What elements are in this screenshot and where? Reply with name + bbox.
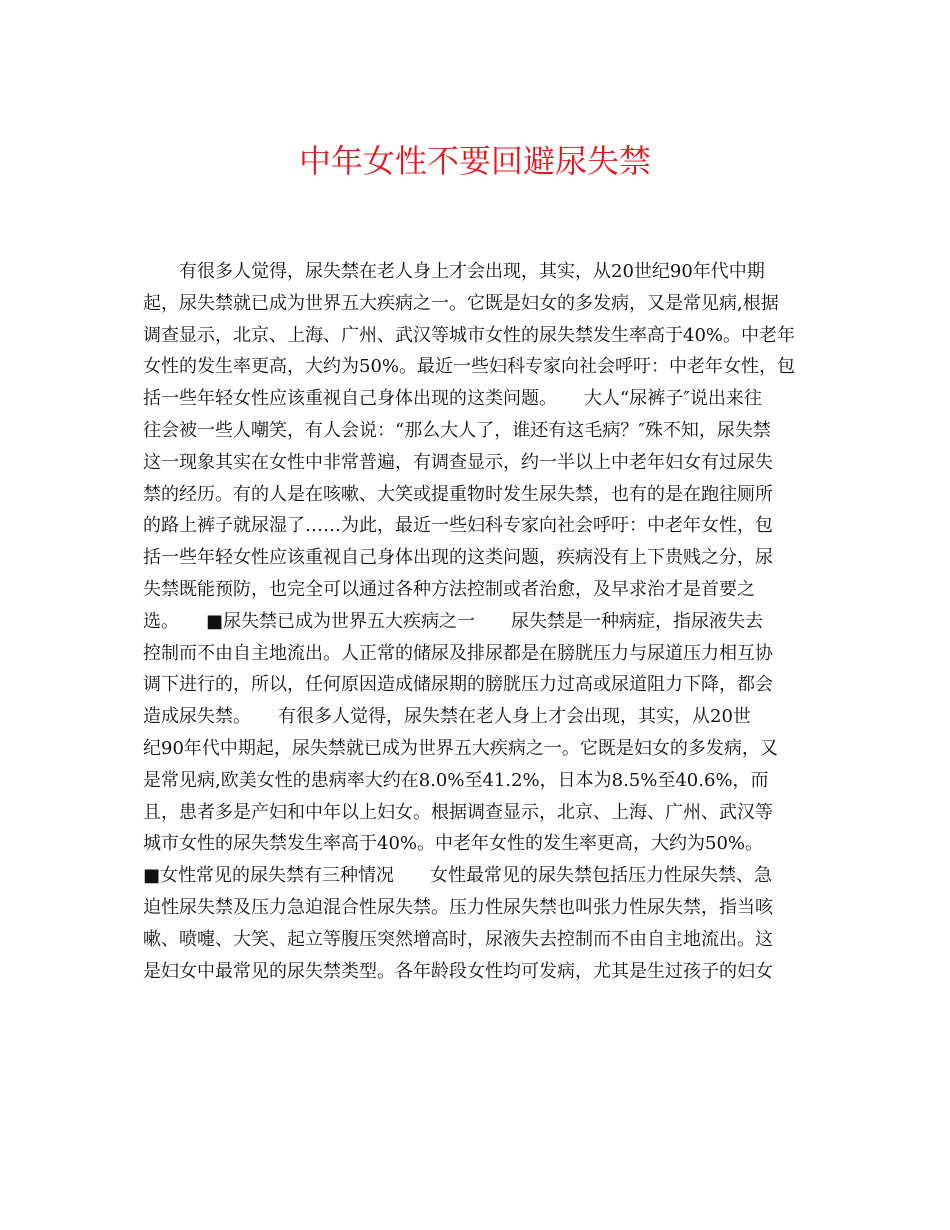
body-line: ■女性常见的尿失禁有三种情况 女性最常见的尿失禁包括压力性尿失禁、急 [143, 865, 773, 887]
body-line: 选。 ■尿失禁已成为世界五大疾病之一 尿失禁是一种病症，指尿液失去 [143, 610, 764, 632]
body-line: 往会被一些人嘲笑，有人会说：“那么大人了，谁还有这毛病？″殊不知，尿失禁 [143, 419, 771, 441]
body-line: 造成尿失禁。 有很多人觉得，尿失禁在老人身上才会出现，其实，从20世 [143, 706, 751, 728]
body-line: 控制而不由自主地流出。人正常的储尿及排尿都是在膀胱压力与尿道压力相互协 [143, 642, 773, 664]
body-line: 女性的发生率更高，大约为50%。最近一些妇科专家向社会呼吁：中老年女性，包 [143, 356, 796, 378]
body-line: 且，患者多是产妇和中年以上妇女。根据调查显示，北京、上海、广州、武汉等 [143, 801, 773, 823]
body-line: 有很多人觉得，尿失禁在老人身上才会出现，其实，从20世纪90年代中期 [143, 261, 765, 282]
body-line: 城市女性的尿失禁发生率高于40%。中老年女性的发生率更高，大约为50%。 [143, 833, 764, 855]
body-line: 嗽、喷嚏、大笑、起立等腹压突然增高时，尿液失去控制而不由自主地流出。这 [143, 928, 773, 950]
body-line: 调下进行的，所以，任何原因造成储尿期的膀胱压力过高或尿道阻力下降，都会 [143, 674, 773, 696]
body-line: 调查显示，北京、上海、广州、武汉等城市女性的尿失禁发生率高于40%。中老年 [143, 324, 796, 346]
body-line: 是妇女中最常见的尿失禁类型。各年龄段女性均可发病，尤其是生过孩子的妇女 [143, 960, 773, 982]
body-line: 括一些年轻女性应该重视自己身体出现的这类问题。 大人“尿裤子″说出来往 [143, 388, 762, 410]
document-title: 中年女性不要回避尿失禁 [298, 142, 651, 180]
body-line: 这一现象其实在女性中非常普遍，有调查显示，约一半以上中老年妇女有过尿失 [143, 451, 773, 473]
body-line: 括一些年轻女性应该重视自己身体出现的这类问题，疾病没有上下贵贱之分，尿 [143, 547, 773, 569]
article-body [143, 256, 803, 987]
body-line: 起，尿失禁就已成为世界五大疾病之一。它既是妇女的多发病，又是常见病,根据 [143, 292, 779, 314]
body-line: 失禁既能预防，也完全可以通过各种方法控制或者治愈，及早求治才是首要之 [143, 578, 755, 600]
body-line: 禁的经历。有的人是在咳嗽、大笑或提重物时发生尿失禁，也有的是在跑往厕所 [143, 483, 773, 505]
body-line: 纪90年代中期起，尿失禁就已成为世界五大疾病之一。它既是妇女的多发病，又 [143, 737, 778, 759]
body-line: 的路上裤子就尿湿了……为此，最近一些妇科专家向社会呼吁：中老年女性，包 [143, 515, 773, 537]
body-line: 迫性尿失禁及压力急迫混合性尿失禁。压力性尿失禁也叫张力性尿失禁，指当咳 [143, 896, 773, 918]
body-line: 是常见病,欧美女性的患病率大约在8.0%至41.2%，日本为8.5%至40.6%，而 [143, 769, 769, 791]
